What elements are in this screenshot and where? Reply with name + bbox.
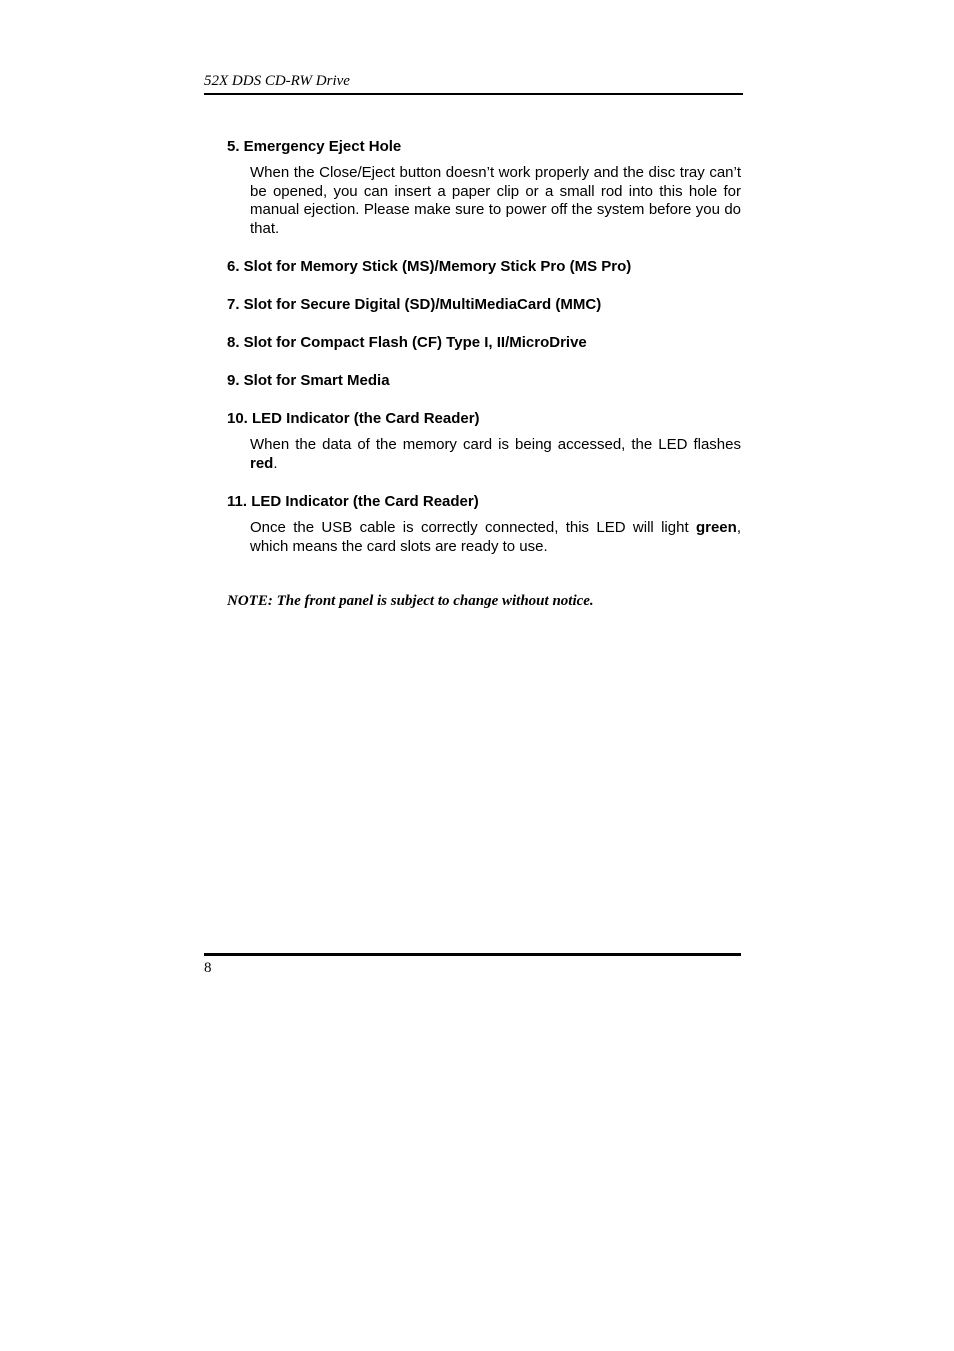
- item-led-indicator-ready: [227, 492, 741, 556]
- item-description: When the Close/Eject button doesn’t work properly and the disc tray can’t be opened, you can insert a paper clip or a small rod into this hole for manual ejection. Please make sure to power off the system before you do that.: [250, 164, 741, 237]
- header-divider: [204, 93, 743, 95]
- page-number: 8: [204, 960, 212, 976]
- led-color-red: red: [250, 454, 274, 472]
- item-description: [250, 436, 741, 473]
- footer-divider: [204, 953, 741, 956]
- item-smart-media-slot: [227, 371, 741, 390]
- running-header-title: 52X DDS CD-RW Drive: [204, 73, 350, 89]
- item-led-indicator-access: [227, 409, 741, 473]
- description-text: Once the USB cable is correctly connected, this LED will light: [250, 519, 696, 536]
- item-heading: 10. LED Indicator (the Card Reader): [227, 410, 480, 427]
- item-memory-stick-slot: [227, 257, 741, 276]
- description-text: When the data of the memory card is being accessed, the LED flashes: [250, 436, 741, 453]
- item-compact-flash-slot: [227, 333, 741, 352]
- item-heading: 7. Slot for Secure Digital (SD)/MultiMediaCard (MMC): [227, 296, 602, 313]
- item-heading: 9. Slot for Smart Media: [227, 372, 390, 389]
- item-heading: 11. LED Indicator (the Card Reader): [227, 493, 479, 510]
- section-content: [227, 137, 741, 575]
- item-sd-mmc-slot: [227, 295, 741, 314]
- description-text: .: [273, 454, 278, 472]
- item-heading: 5. Emergency Eject Hole: [227, 138, 402, 155]
- item-heading: 8. Slot for Compact Flash (CF) Type I, II/MicroDrive: [227, 334, 587, 351]
- led-color-green: green: [695, 519, 737, 536]
- item-description: [250, 519, 741, 556]
- item-emergency-eject-hole: [227, 137, 741, 238]
- description-text: , which means the card slots are ready to use.: [250, 519, 741, 555]
- item-heading: 6. Slot for Memory Stick (MS)/Memory Stick Pro (MS Pro): [227, 258, 632, 275]
- note-text: NOTE: The front panel is subject to change without notice.: [227, 593, 594, 609]
